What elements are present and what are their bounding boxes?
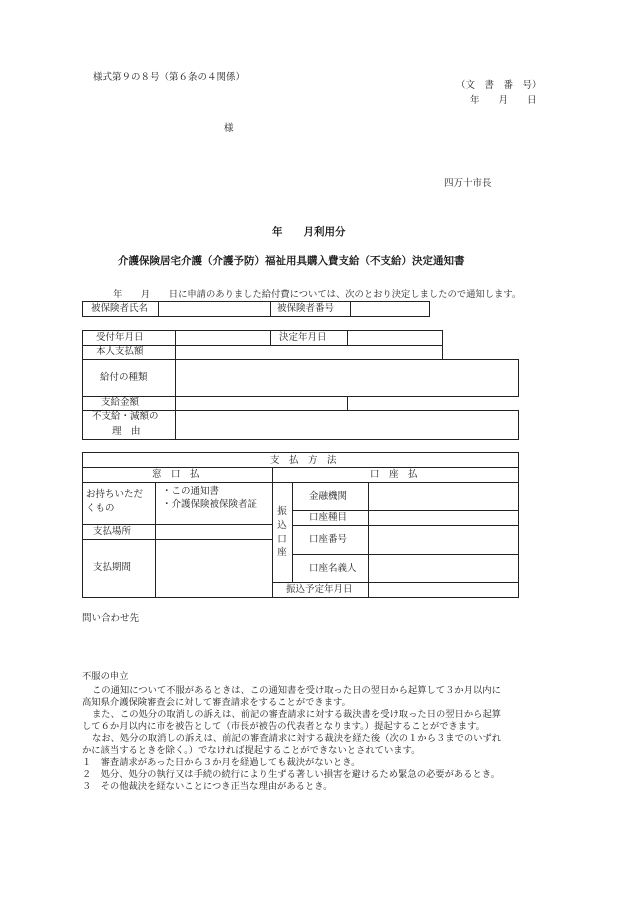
- issue-date: 年 月 日: [470, 95, 537, 106]
- reason-label-line1: 不支給・減額の: [92, 411, 159, 422]
- usage-period: 年 月利用分: [272, 226, 346, 238]
- intro-text: 年 月 日に申請のありました給付費については、次のとおり決定しましたので通知します。: [113, 289, 522, 300]
- document-number: （文 書 番 号）: [456, 80, 542, 91]
- self-pay-label: 本人支払額: [96, 346, 144, 357]
- payment-place-label: 支払場所: [93, 526, 132, 537]
- bring-item-insurance-card: ・介護保険被保険者証: [162, 499, 258, 510]
- bring-items-label: お持ちいただくもの: [86, 489, 144, 514]
- objection-line: 高知県介護保険審査会に対して審査請求をすることができます。: [82, 697, 351, 708]
- objection-line: ３ その他裁決を経ないことにつき正当な理由があるとき。: [82, 781, 333, 792]
- account-holder-label: 口座名義人: [309, 563, 357, 574]
- insured-number-label: 被保険者番号: [277, 303, 335, 314]
- payment-period-label: 支払期間: [93, 562, 132, 573]
- objection-line: この通知について不服があるときは、この通知書を受け取った日の翌日から起算して３か月以内に: [92, 685, 501, 696]
- benefit-type-label: 給付の種類: [100, 372, 148, 383]
- account-type-label: 口座種目: [309, 512, 348, 523]
- payment-amount-label: 支給金額: [101, 397, 140, 408]
- counter-payment-label: 窓 口 払: [152, 469, 200, 480]
- form-number: 様式第９の８号（第６条の４関係）: [93, 72, 246, 83]
- transfer-date-label: 振込予定年月日: [286, 584, 353, 595]
- objection-line: なお、処分の取消しの訴えは、前記の審査請求に対する裁決を経た後（次の１から３までのいずれ: [92, 733, 502, 744]
- objection-heading: 不服の申立: [82, 671, 129, 682]
- account-number-label: 口座番号: [309, 534, 348, 545]
- issuer: 四万十市長: [444, 178, 492, 189]
- objection-line: １ 審査請求があった日から３か月を経過しても裁決がないとき。: [82, 757, 361, 768]
- page-title: 介護保険居宅介護（介護予防）福祉用具購入費支給（不支給）決定通知書: [118, 255, 465, 267]
- objection-line: また、この処分の取消しの訴えは、前記の審査請求に対する裁決書を受け取った日の翌日から起算: [92, 709, 502, 720]
- bring-item-notice: ・この通知書: [162, 486, 220, 497]
- objection-line: して６か月以内に市を被告として（市長が被告の代表者となります。）提起することができます。: [82, 721, 485, 732]
- received-date-label: 受付年月日: [96, 332, 144, 343]
- payment-method-header: 支 払 方 法: [270, 455, 337, 466]
- objection-line: ２ 処分、処分の執行又は手続の続行により生ずる著しい損害を避けるため緊急の必要があるとき。: [82, 769, 500, 780]
- objection-line: かに該当するときを除く。）でなければ提起することができないとされています。: [82, 745, 421, 756]
- reason-label-line2: 理 由: [112, 426, 141, 437]
- transfer-account-label: 振込口座: [277, 506, 287, 559]
- insured-name-label: 被保険者氏名: [91, 303, 149, 314]
- decision-date-label: 決定年月日: [279, 332, 327, 343]
- recipient-suffix: 様: [224, 123, 234, 134]
- contact-label: 問い合わせ先: [82, 613, 140, 624]
- bank-label: 金融機関: [309, 491, 348, 502]
- account-payment-label: 口 座 払: [370, 469, 418, 480]
